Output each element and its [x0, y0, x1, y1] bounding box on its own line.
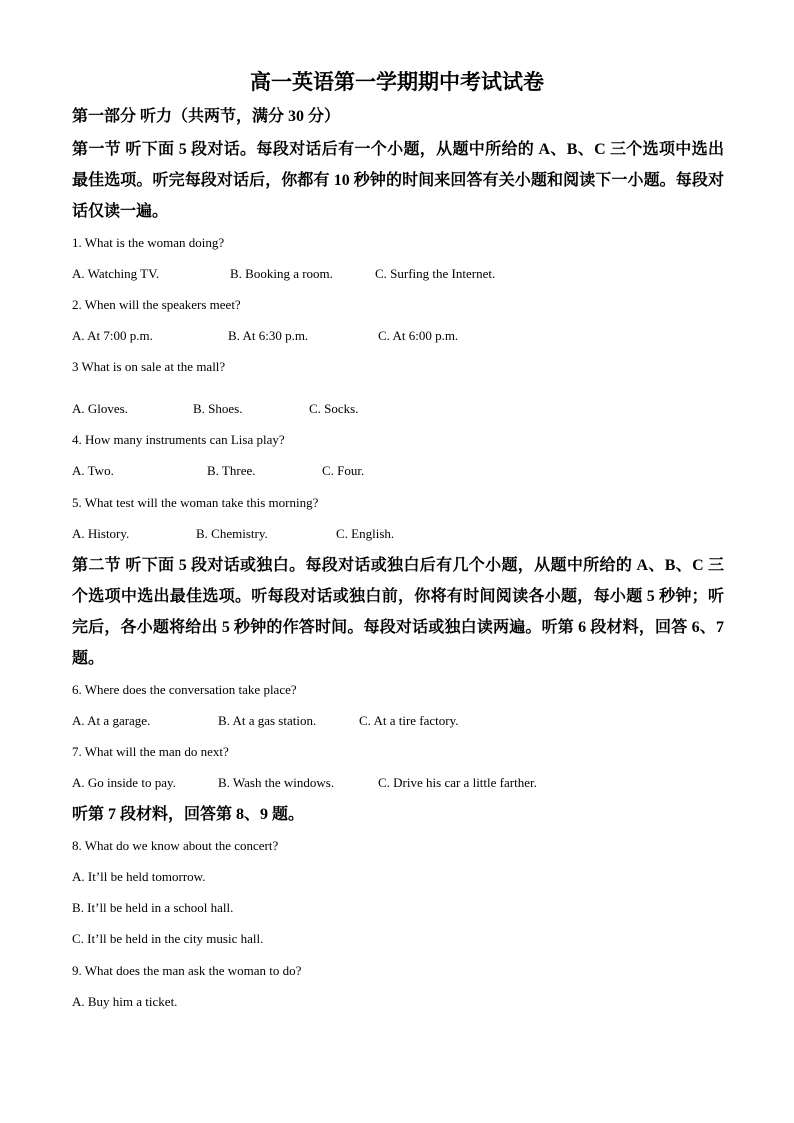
section2-instructions: 第二节 听下面 5 段对话或独白。每段对话或独白后有几个小题，从题中所给的 A、B、C 三个选项中选出最佳选项。听每段对话或独白前，你将有时间阅读各小题，每小题 5 秒钟；听完后，各小题将给出 5 秒钟的作答时间。每段对话或独白读两遍。听第 6 段材料，回答 6、7 题。	[72, 557, 724, 667]
question-2: 2. When will the speakers meet?	[72, 297, 241, 312]
question-6-option-c: C. At a tire factory.	[359, 713, 459, 728]
question-4-option-c: C. Four.	[322, 463, 365, 478]
question-2-option-a: A. At 7:00 p.m.	[72, 328, 153, 343]
question-7-option-c: C. Drive his car a little farther.	[378, 775, 537, 790]
question-7-option-a: A. Go inside to pay.	[72, 775, 176, 790]
question-9: 9. What does the man ask the woman to do?	[72, 963, 302, 978]
question-4: 4. How many instruments can Lisa play?	[72, 432, 285, 447]
question-8: 8. What do we know about the concert?	[72, 838, 279, 853]
section1-instructions: 第一节 听下面 5 段对话。每段对话后有一个小题，从题中所给的 A、B、C 三个选项中选出最佳选项。听完每段对话后，你都有 10 秒钟的时间来回答有关小题和阅读下一小题。每段对话仅读一遍。	[72, 141, 724, 220]
question-1-option-b: B. Booking a room.	[230, 266, 333, 281]
question-7: 7. What will the man do next?	[72, 744, 229, 759]
question-3-option-c: C. Socks.	[309, 401, 359, 416]
question-3-option-b: B. Shoes.	[193, 401, 243, 416]
question-4-option-a: A. Two.	[72, 463, 114, 478]
material7-heading: 听第 7 段材料，回答第 8、9 题。	[72, 806, 305, 823]
question-8-option-b: B. It’ll be held in a school hall.	[72, 900, 234, 915]
question-8-option-a: A. It’ll be held tomorrow.	[72, 869, 206, 884]
part1-heading: 第一部分 听力（共两节，满分 30 分）	[72, 108, 341, 125]
question-1: 1. What is the woman doing?	[72, 235, 225, 250]
question-2-option-b: B. At 6:30 p.m.	[228, 328, 309, 343]
question-4-option-b: B. Three.	[207, 463, 256, 478]
question-5-option-a: A. History.	[72, 526, 130, 541]
question-5-option-c: C. English.	[336, 526, 395, 541]
question-7-option-b: B. Wash the windows.	[218, 775, 335, 790]
question-5-option-b: B. Chemistry.	[196, 526, 268, 541]
question-9-option-a: A. Buy him a ticket.	[72, 994, 178, 1009]
question-8-option-c: C. It’ll be held in the city music hall.	[72, 931, 264, 946]
question-3-option-a: A. Gloves.	[72, 401, 128, 416]
question-5: 5. What test will the woman take this morning?	[72, 495, 319, 510]
question-2-option-c: C. At 6:00 p.m.	[378, 328, 459, 343]
question-6-option-a: A. At a garage.	[72, 713, 151, 728]
question-3: 3 What is on sale at the mall?	[72, 359, 226, 374]
question-1-option-a: A. Watching TV.	[72, 266, 160, 281]
question-1-option-c: C. Surfing the Internet.	[375, 266, 496, 281]
question-6: 6. Where does the conversation take place?	[72, 682, 297, 697]
question-6-option-b: B. At a gas station.	[218, 713, 317, 728]
exam-title: 高一英语第一学期期中考试试卷	[250, 70, 544, 94]
